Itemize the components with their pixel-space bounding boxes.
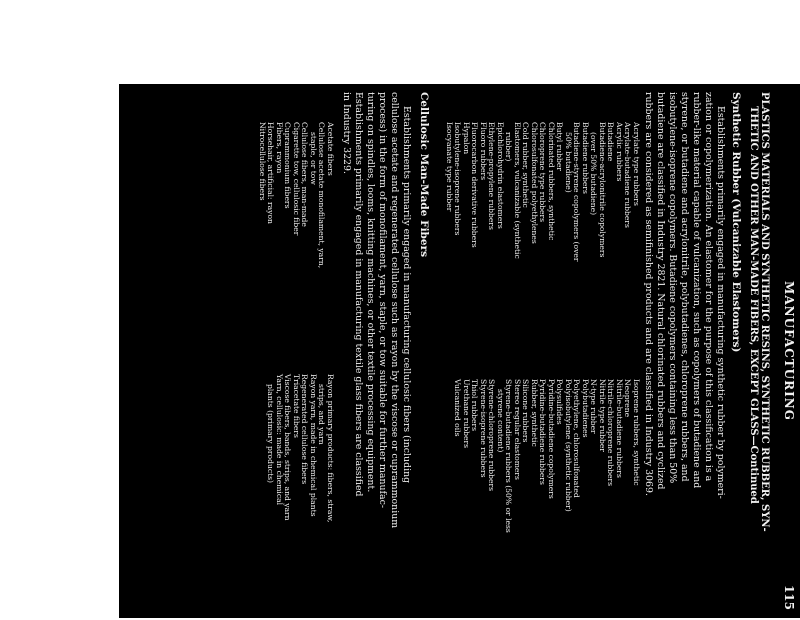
index-item: Nitrile-butadiene rubbers (615, 379, 624, 478)
rotated-page-content (119, 84, 800, 618)
index-item: Horsehair, artificial: rayon (266, 122, 276, 224)
index-item: Nitrocellulose fibers (258, 122, 267, 201)
index-item: Butadiene (606, 122, 616, 162)
index-item: Hypalon (462, 122, 471, 155)
paragraph-line: process) in the form of monofilament, yarn, staple, or tow suitable for further manufac- (377, 92, 388, 509)
index-item: Nitrile type rubber (598, 379, 607, 452)
index-item: N-type rubber (589, 379, 599, 434)
index-item: Stereo regular elastomers (513, 379, 522, 480)
index-item: staple, or tow (309, 132, 318, 185)
index-item: Polybutadienes (581, 379, 590, 438)
index-item: Isoprene rubbers, synthetic (632, 379, 641, 486)
index-item: Chloroprene type rubbers (538, 122, 548, 223)
index-item: Cold rubber, synthetic (521, 122, 531, 208)
index-item: Fibers, rayon (275, 122, 284, 174)
index-item: Butadiene rubbers (581, 122, 590, 194)
paragraph-line: zation or copolymerization. An elastomer for the purpose of this classification is a (703, 92, 714, 482)
paragraph-line: in Industry 3229. (341, 92, 352, 174)
index-item: Chlorosulfonated polyethylenes (530, 122, 539, 244)
index-item: Polysulfides (555, 379, 565, 425)
rubber-index-right (453, 379, 640, 609)
index-item: Styrene-chloroprene rubbers (487, 379, 497, 492)
page-number: 115 (782, 584, 796, 610)
index-item: Styrene-isoprene rubbers (479, 379, 488, 478)
paragraph-line: butadiene are classified in Industry 2821. Natural chlorinated rubbers and cyclized (655, 92, 666, 490)
index-item: Neoprene (623, 379, 633, 418)
index-item: Acetate fibers (326, 122, 335, 176)
synthetic-rubber-heading: Synthetic Rubber (Vulcanizable Elastomers) (730, 92, 742, 353)
index-item: Styrene-butadiene rubbers (50% or less (504, 379, 514, 533)
cellulosic-index-right (266, 374, 334, 610)
running-header (780, 92, 796, 610)
index-item: Elastomers, vulcanizable (synthetic (513, 122, 522, 259)
index-item: Rubber, synthetic (530, 379, 539, 447)
index-item: Butadiene-acrylonitrile copolymers (598, 122, 607, 258)
index-item: Acrylate-butadiene rubbers (623, 122, 633, 228)
paragraph-line: rubbers are considered as semifinished products and are classified in Industry 3069. (643, 92, 654, 496)
index-item: Rayon yarn, made in chemical plants (309, 374, 318, 517)
cellulosic-heading: Cellulosic Man-Made Fibers (418, 92, 430, 258)
index-item: Epichlorohydrin elastomers (496, 122, 505, 229)
index-item: Urethane rubbers (462, 379, 471, 449)
index-item: Cigarette tow, cellulosic fiber (292, 122, 301, 236)
index-item: plants (primary products) (266, 384, 276, 483)
index-item: Cellulose acetate monofilament, yarn, (317, 122, 327, 269)
index-item: Viscose fibers, bands, strips, and yarn (283, 374, 293, 521)
cellulosic-index-left (258, 122, 335, 322)
paragraph-line: Establishments primarily engaged in manufacturing synthetic rubber by polymeri- (715, 106, 726, 499)
paragraph-line: Establishments primarily engaged in manufacturing textile glass fibers are classified (353, 92, 364, 497)
paragraph-line: Establishments primarily engaged in manufacturing cellulosic fibers (including (401, 106, 412, 484)
scanned-page (119, 84, 800, 618)
group-heading-line: THETIC AND OTHER MAN-MADE FIBERS, EXCEPT GLASS—Continued (748, 106, 759, 504)
rubber-index-left (445, 122, 641, 322)
index-item: Pyridine-butadiene rubbers (538, 379, 548, 485)
paragraph-line: styrene, or butadiene and acrylonitrile, polybutadienes, chloroprene rubbers, and (679, 92, 690, 482)
index-item: Butyl rubber (555, 122, 565, 172)
index-item: Silicone rubbers (521, 379, 531, 443)
index-item: (over 50% butadiene) (589, 132, 599, 216)
index-item: rubber) (504, 132, 514, 162)
index-item: Yarn, cellulosic: made in chemical (275, 374, 284, 506)
index-item: Polyisobutylene (synthetic rubber) (564, 379, 573, 512)
index-item: Triacetate fibers (292, 374, 301, 438)
index-item: 50% butadiene) (564, 132, 573, 193)
cellulosic-paragraph (340, 92, 412, 614)
index-item: Ethylene-propylene rubbers (487, 122, 497, 230)
paragraph-line: cellulose acetate and regenerated cellulose such as rayon by the viscose or cuprammonium (389, 92, 400, 529)
running-head-title: MANUFACTURING (782, 281, 796, 421)
paragraph-line: rubber-like material capable of vulcanization, such as copolymers of butadiene and (691, 92, 702, 489)
index-item: Isocyanate type rubber (445, 122, 454, 212)
index-item: Fluorocarbon derivative rubbers (470, 122, 480, 248)
index-item: strips, and yarn (317, 384, 327, 445)
group-heading-line: PLASTICS MATERIALS AND SYNTHETIC RESINS, SYNTHETIC RUBBER, SYN- (759, 92, 770, 532)
paragraph-line: turing on spindles, looms, knitting machines, or other textile processing equipment. (365, 92, 376, 493)
index-item: Fluoro rubbers (479, 122, 488, 181)
index-item: Cuprammonium fibers (283, 122, 293, 209)
index-item: Isobutylene-isoprene rubbers (453, 122, 463, 236)
index-item: Acrylate type rubbers (632, 122, 641, 206)
index-item: Nitrile-chloroprene rubbers (606, 379, 616, 487)
index-item: Vulcanized oils (453, 379, 463, 437)
index-item: Acrylic rubbers (615, 122, 624, 182)
index-item: Polyethylene, chlorosulfonated (572, 379, 582, 498)
synthetic-rubber-paragraph (642, 92, 726, 614)
paragraph-line: isobutylene-isoprene copolymers. Butadiene copolymers containing less than 50% (667, 92, 678, 484)
index-item: Regenerated cellulose fibers (300, 374, 310, 485)
group-heading (748, 92, 770, 610)
index-item: styrene content) (496, 389, 505, 453)
index-item: Butadiene-styrene copolymers (over (572, 122, 582, 262)
index-item: Pyridine-butadiene copolymers (547, 379, 556, 499)
index-item: Thiol rubbers (470, 379, 480, 432)
index-item: Cellulose fibers, man-made (300, 122, 310, 227)
index-item: Rayon primary products: fibers, straw, (326, 374, 335, 523)
index-item: Chlorinated rubbers, synthetic (547, 122, 556, 241)
